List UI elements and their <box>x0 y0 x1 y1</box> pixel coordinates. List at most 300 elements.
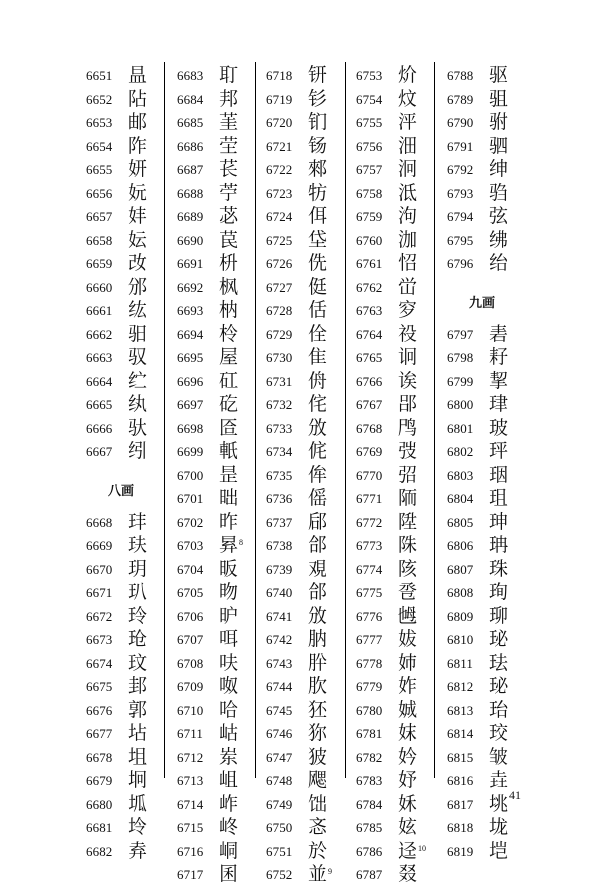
entry-number: 6673 <box>86 632 113 647</box>
entry-number: 6668 <box>86 514 113 530</box>
entry-character <box>219 64 238 86</box>
entry-character-glyph: 绐 <box>489 252 509 274</box>
entry-character-glyph: 玞 <box>128 534 148 556</box>
column-divider <box>345 62 346 778</box>
entry-character <box>489 64 508 86</box>
entry-character-glyph: 炌 <box>398 64 418 86</box>
entry-character <box>398 276 417 298</box>
entry-row <box>447 205 515 229</box>
entry-character <box>219 276 238 298</box>
entry-character <box>219 158 238 180</box>
entry-character <box>128 393 147 415</box>
entry-character-glyph: 姉 <box>398 651 418 674</box>
entry-character <box>489 464 508 486</box>
entry-character-glyph: 狝 <box>308 722 328 744</box>
entry-number: 6730 <box>266 350 293 365</box>
entry-character <box>219 816 238 838</box>
entry-row <box>177 840 245 864</box>
entry-row <box>447 816 515 840</box>
column-divider <box>164 62 165 778</box>
entry-character <box>128 64 147 86</box>
entry-row <box>177 722 245 746</box>
entry-number: 6701 <box>177 491 204 506</box>
entry-character <box>398 699 417 721</box>
entry-row <box>356 863 424 887</box>
footnote-marker: 10 <box>418 843 427 853</box>
entry-character <box>219 863 238 885</box>
footnote-marker: 9 <box>328 867 333 876</box>
entry-row <box>356 440 424 464</box>
entry-number: 6672 <box>86 608 113 624</box>
footnote-marker: 8 <box>239 538 244 547</box>
entry-row <box>86 746 154 770</box>
entry-number: 6816 <box>447 773 474 788</box>
entry-character-glyph: 妀 <box>128 252 148 274</box>
entry-character <box>308 346 327 368</box>
entry-character <box>219 675 238 697</box>
entry-character-glyph: 攽 <box>308 416 328 439</box>
entry-number: 6684 <box>177 91 204 107</box>
column-1 <box>86 64 154 863</box>
entry-character-glyph: 迳 <box>398 839 418 862</box>
entry-character-glyph: 玱 <box>128 628 148 650</box>
entry-row <box>266 370 334 394</box>
entry-character <box>308 558 327 580</box>
entry-character <box>308 816 327 838</box>
entry-number: 6693 <box>177 303 204 318</box>
entry-row <box>86 722 154 746</box>
entry-character <box>128 628 147 650</box>
entry-number: 6771 <box>356 491 383 506</box>
entry-row <box>447 393 515 417</box>
entry-number: 6687 <box>177 162 204 177</box>
entry-character <box>219 534 243 556</box>
entry-row <box>86 393 154 417</box>
entry-row <box>266 346 334 370</box>
entry-number: 6662 <box>86 326 113 342</box>
entry-character-glyph: 侂 <box>308 440 328 462</box>
entry-number: 6719 <box>266 91 293 107</box>
entry-character-glyph: 钖 <box>308 134 328 157</box>
entry-character-glyph: 垚 <box>489 769 509 791</box>
entry-number: 6783 <box>356 773 383 788</box>
entry-row <box>266 722 334 746</box>
entry-number: 6775 <box>356 585 383 600</box>
entry-row <box>356 229 424 253</box>
entry-number: 6804 <box>447 491 474 506</box>
entry-number: 6739 <box>266 561 293 577</box>
entry-number: 6732 <box>266 397 293 412</box>
entry-character-glyph: 攽 <box>308 604 328 627</box>
entry-number: 6817 <box>447 796 474 812</box>
entry-row <box>266 816 334 840</box>
entry-row <box>356 722 424 746</box>
entry-character <box>308 840 327 862</box>
entry-character-glyph: 垲 <box>489 839 509 862</box>
entry-number: 6813 <box>447 702 474 718</box>
entry-number: 6767 <box>356 397 383 412</box>
entry-character <box>489 511 508 533</box>
entry-number: 6665 <box>86 397 113 412</box>
entry-character <box>308 182 327 204</box>
entry-row <box>177 605 245 629</box>
entry-character-glyph: 绅 <box>489 158 509 180</box>
entry-character <box>398 581 417 603</box>
entry-character <box>489 558 508 580</box>
entry-row <box>356 816 424 840</box>
entry-character <box>489 581 508 603</box>
entry-character <box>308 652 327 674</box>
entry-character-glyph: 坥 <box>128 745 148 768</box>
entry-character-glyph: 覌 <box>308 557 328 580</box>
entry-character <box>398 652 417 674</box>
entry-character <box>219 346 238 368</box>
entry-number: 6731 <box>266 373 293 389</box>
entry-character-glyph: 牥 <box>308 181 328 204</box>
entry-character-glyph: 钔 <box>308 111 328 133</box>
entry-row <box>266 135 334 159</box>
entry-number: 6697 <box>177 397 204 412</box>
entry-character-glyph: 峃 <box>398 275 418 298</box>
entry-row <box>86 323 154 347</box>
entry-number: 6694 <box>177 326 204 342</box>
entry-number: 6785 <box>356 820 383 835</box>
entry-number: 6679 <box>86 773 113 788</box>
entry-row <box>356 628 424 652</box>
entry-row <box>86 699 154 723</box>
entry-character-glyph: 砉 <box>489 322 509 345</box>
entry-number: 6757 <box>356 162 383 177</box>
entry-character-glyph: 妺 <box>398 722 418 744</box>
entry-row <box>447 699 515 723</box>
column-divider <box>255 62 256 778</box>
entry-number: 6690 <box>177 232 204 248</box>
entry-row <box>86 675 154 699</box>
entry-row <box>266 675 334 699</box>
entry-number: 6654 <box>86 138 113 154</box>
entry-character-glyph: 陑 <box>398 487 418 509</box>
entry-character <box>489 182 508 204</box>
entry-row <box>447 652 515 676</box>
entry-character-glyph: 纮 <box>128 299 148 321</box>
entry-character <box>489 605 508 627</box>
entry-number: 6680 <box>86 796 113 812</box>
entry-row <box>266 746 334 770</box>
entry-number: 6717 <box>177 867 204 882</box>
entry-character-glyph: 玻 <box>489 416 509 439</box>
entry-number: 6803 <box>447 467 474 483</box>
entry-character <box>308 675 327 697</box>
entry-character <box>489 840 508 862</box>
entry-character-glyph: 穸 <box>398 299 418 321</box>
entry-character <box>489 534 508 556</box>
entry-number: 6742 <box>266 632 293 647</box>
entry-character <box>128 252 147 274</box>
entry-character <box>398 64 417 86</box>
entry-number: 6735 <box>266 467 293 483</box>
entry-character <box>489 417 508 439</box>
entry-character-glyph: 珆 <box>489 698 509 721</box>
entry-character-glyph: 纨 <box>128 393 148 415</box>
entry-character-glyph: 郃 <box>308 534 328 556</box>
entry-row <box>356 699 424 723</box>
entry-character <box>398 487 417 509</box>
entry-number: 6651 <box>86 68 113 83</box>
entry-row <box>266 205 334 229</box>
entry-character-glyph: 珒 <box>489 393 509 415</box>
entry-row <box>356 769 424 793</box>
entry-character <box>128 417 147 439</box>
entry-character-glyph: 苌 <box>219 158 239 180</box>
entry-row <box>356 393 424 417</box>
entry-character-glyph: 玶 <box>489 440 509 462</box>
entry-character <box>128 675 147 697</box>
entry-character-glyph: 驺 <box>489 181 509 204</box>
entry-row <box>266 628 334 652</box>
entry-character <box>128 135 147 157</box>
entry-row <box>447 417 515 441</box>
entry-row <box>447 464 515 488</box>
entry-number: 6682 <box>86 843 113 859</box>
entry-row <box>86 88 154 112</box>
entry-row <box>177 346 245 370</box>
entry-row <box>447 64 515 88</box>
entry-character <box>308 370 327 392</box>
entry-character-glyph: 珠 <box>489 557 509 580</box>
entry-character-glyph: 鸤 <box>398 416 418 439</box>
entry-row <box>86 135 154 159</box>
entry-row <box>177 182 245 206</box>
entry-character-glyph: 驭 <box>128 346 148 368</box>
entry-row <box>447 840 515 864</box>
entry-number: 6744 <box>266 679 293 694</box>
entry-row <box>266 276 334 300</box>
entry-character <box>398 323 417 345</box>
entry-character-glyph: 珌 <box>489 628 509 650</box>
entry-number: 6760 <box>356 232 383 248</box>
entry-row <box>266 652 334 676</box>
entry-number: 6705 <box>177 585 204 600</box>
entry-row <box>266 558 334 582</box>
entry-row <box>356 64 424 88</box>
entry-character-glyph: 咡 <box>219 628 239 650</box>
entry-number: 6677 <box>86 726 113 741</box>
entry-row <box>447 252 515 276</box>
column-5 <box>447 64 515 863</box>
entry-number: 6653 <box>86 115 113 130</box>
entry-character <box>219 652 238 674</box>
entry-character-glyph: 怊 <box>398 252 418 274</box>
entry-number: 6809 <box>447 608 474 624</box>
entry-row <box>266 863 334 887</box>
entry-number: 6810 <box>447 632 474 647</box>
entry-character-glyph: 弦 <box>489 205 509 227</box>
entry-number: 6708 <box>177 655 204 671</box>
entry-character-glyph: 飔 <box>308 769 328 791</box>
entry-character-glyph: 玲 <box>128 604 148 627</box>
entry-number: 6658 <box>86 232 113 248</box>
entry-row <box>177 699 245 723</box>
entry-character <box>128 722 147 744</box>
entry-character <box>398 440 417 462</box>
entry-character-glyph: 坰 <box>128 769 148 791</box>
entry-number: 6737 <box>266 514 293 530</box>
entry-row <box>356 346 424 370</box>
entry-character-glyph: 峂 <box>219 816 239 838</box>
entry-row <box>177 88 245 112</box>
entry-character <box>398 393 417 415</box>
entry-character <box>128 205 147 227</box>
entry-character <box>128 558 147 580</box>
entry-number: 6726 <box>266 256 293 271</box>
page-number: 41 <box>509 788 521 802</box>
entry-character-glyph: 肭 <box>308 628 328 650</box>
entry-number: 6659 <box>86 256 113 271</box>
entry-character <box>128 370 147 392</box>
entry-number: 6714 <box>177 796 204 812</box>
entry-character <box>219 417 238 439</box>
entry-row <box>447 675 515 699</box>
entry-number: 6663 <box>86 350 113 365</box>
entry-character-glyph: 妤 <box>398 769 418 791</box>
entry-character <box>398 229 417 251</box>
entry-number: 6723 <box>266 185 293 201</box>
entry-number: 6691 <box>177 256 204 271</box>
entry-row <box>266 487 334 511</box>
entry-number: 6728 <box>266 303 293 318</box>
entry-row <box>86 440 154 464</box>
entry-character <box>308 205 327 227</box>
entry-character <box>219 487 238 509</box>
entry-character <box>219 393 238 415</box>
entry-character-glyph: 垗 <box>489 792 509 815</box>
column-4 <box>356 64 427 887</box>
entry-row <box>266 769 334 793</box>
entry-number: 6756 <box>356 138 383 154</box>
entry-character-glyph: 绋 <box>489 228 509 251</box>
entry-character <box>308 393 327 415</box>
entry-character <box>308 511 327 533</box>
entry-row <box>177 511 245 535</box>
entry-character-glyph: 诇 <box>398 346 418 368</box>
entry-character-glyph: 侜 <box>308 369 328 392</box>
entry-character <box>308 628 327 650</box>
entry-character-glyph: 侹 <box>308 275 328 298</box>
entry-number: 6715 <box>177 820 204 835</box>
entry-row <box>177 464 245 488</box>
entry-number: 6769 <box>356 444 383 459</box>
entry-row <box>356 487 424 511</box>
entry-character <box>128 229 147 251</box>
entry-number: 6729 <box>266 326 293 342</box>
entry-character <box>219 252 238 274</box>
entry-row <box>356 839 427 864</box>
entry-character-glyph: 囷 <box>219 863 239 885</box>
entry-row <box>356 182 424 206</box>
entry-character-glyph: 肷 <box>308 675 328 697</box>
entry-character <box>398 111 417 133</box>
entry-character <box>219 88 238 110</box>
entry-number: 6789 <box>447 91 474 107</box>
entry-row <box>447 581 515 605</box>
entry-character-glyph: 珋 <box>489 604 509 627</box>
entry-row <box>86 417 154 441</box>
entry-character-glyph: 矻 <box>219 393 239 415</box>
entry-character <box>308 276 327 298</box>
entry-character <box>219 746 238 768</box>
entry-character <box>398 135 417 157</box>
entry-number: 6741 <box>266 608 293 624</box>
entry-character <box>219 840 238 862</box>
entry-number: 6707 <box>177 632 204 647</box>
entry-row <box>86 558 154 582</box>
entry-row <box>86 628 154 652</box>
entry-character <box>489 158 508 180</box>
entry-row <box>86 64 154 88</box>
entry-number: 6713 <box>177 773 204 788</box>
entry-character-glyph: 郲 <box>308 158 328 180</box>
entry-row <box>356 746 424 770</box>
entry-character <box>308 111 327 133</box>
entry-character-glyph: 垈 <box>308 228 328 251</box>
entry-character <box>489 628 508 650</box>
entry-character <box>219 699 238 721</box>
entry-character-glyph: 苠 <box>219 228 239 251</box>
entry-character-glyph: 妰 <box>398 675 418 697</box>
entry-row <box>86 182 154 206</box>
entry-row <box>266 323 334 347</box>
entry-number: 6752 <box>266 867 293 882</box>
entry-character <box>398 840 426 862</box>
entry-character-glyph: 玤 <box>128 510 148 533</box>
entry-character-glyph: 珐 <box>489 651 509 674</box>
entry-character <box>128 816 147 838</box>
entry-row <box>447 534 515 558</box>
entry-number: 6774 <box>356 561 383 577</box>
entry-character <box>398 769 417 791</box>
entry-row <box>266 158 334 182</box>
entry-number: 6722 <box>266 162 293 177</box>
entry-number: 6764 <box>356 326 383 342</box>
entry-character <box>398 793 417 815</box>
entry-row <box>356 252 424 276</box>
entry-number: 6751 <box>266 843 293 859</box>
entry-row <box>447 182 515 206</box>
entry-number: 6667 <box>86 444 113 459</box>
entry-character <box>398 511 417 533</box>
entry-character <box>308 722 327 744</box>
entry-number: 6721 <box>266 138 293 154</box>
entry-character <box>489 746 508 768</box>
entry-character <box>128 746 147 768</box>
entry-character <box>219 558 238 580</box>
entry-row <box>266 88 334 112</box>
entry-character <box>308 699 327 721</box>
entry-character <box>128 182 147 204</box>
entry-character-glyph: 珚 <box>489 463 509 486</box>
entry-character <box>308 534 327 556</box>
entry-number: 6740 <box>266 585 293 600</box>
entry-number: 6793 <box>447 185 474 201</box>
entry-number: 6727 <box>266 279 293 295</box>
entry-number: 6779 <box>356 679 383 694</box>
entry-row <box>356 417 424 441</box>
entry-character-glyph: 匼 <box>219 416 239 439</box>
entry-number: 6700 <box>177 467 204 483</box>
entry-character-glyph: 纻 <box>128 369 148 392</box>
entry-row <box>447 440 515 464</box>
entry-number: 6801 <box>447 420 474 436</box>
